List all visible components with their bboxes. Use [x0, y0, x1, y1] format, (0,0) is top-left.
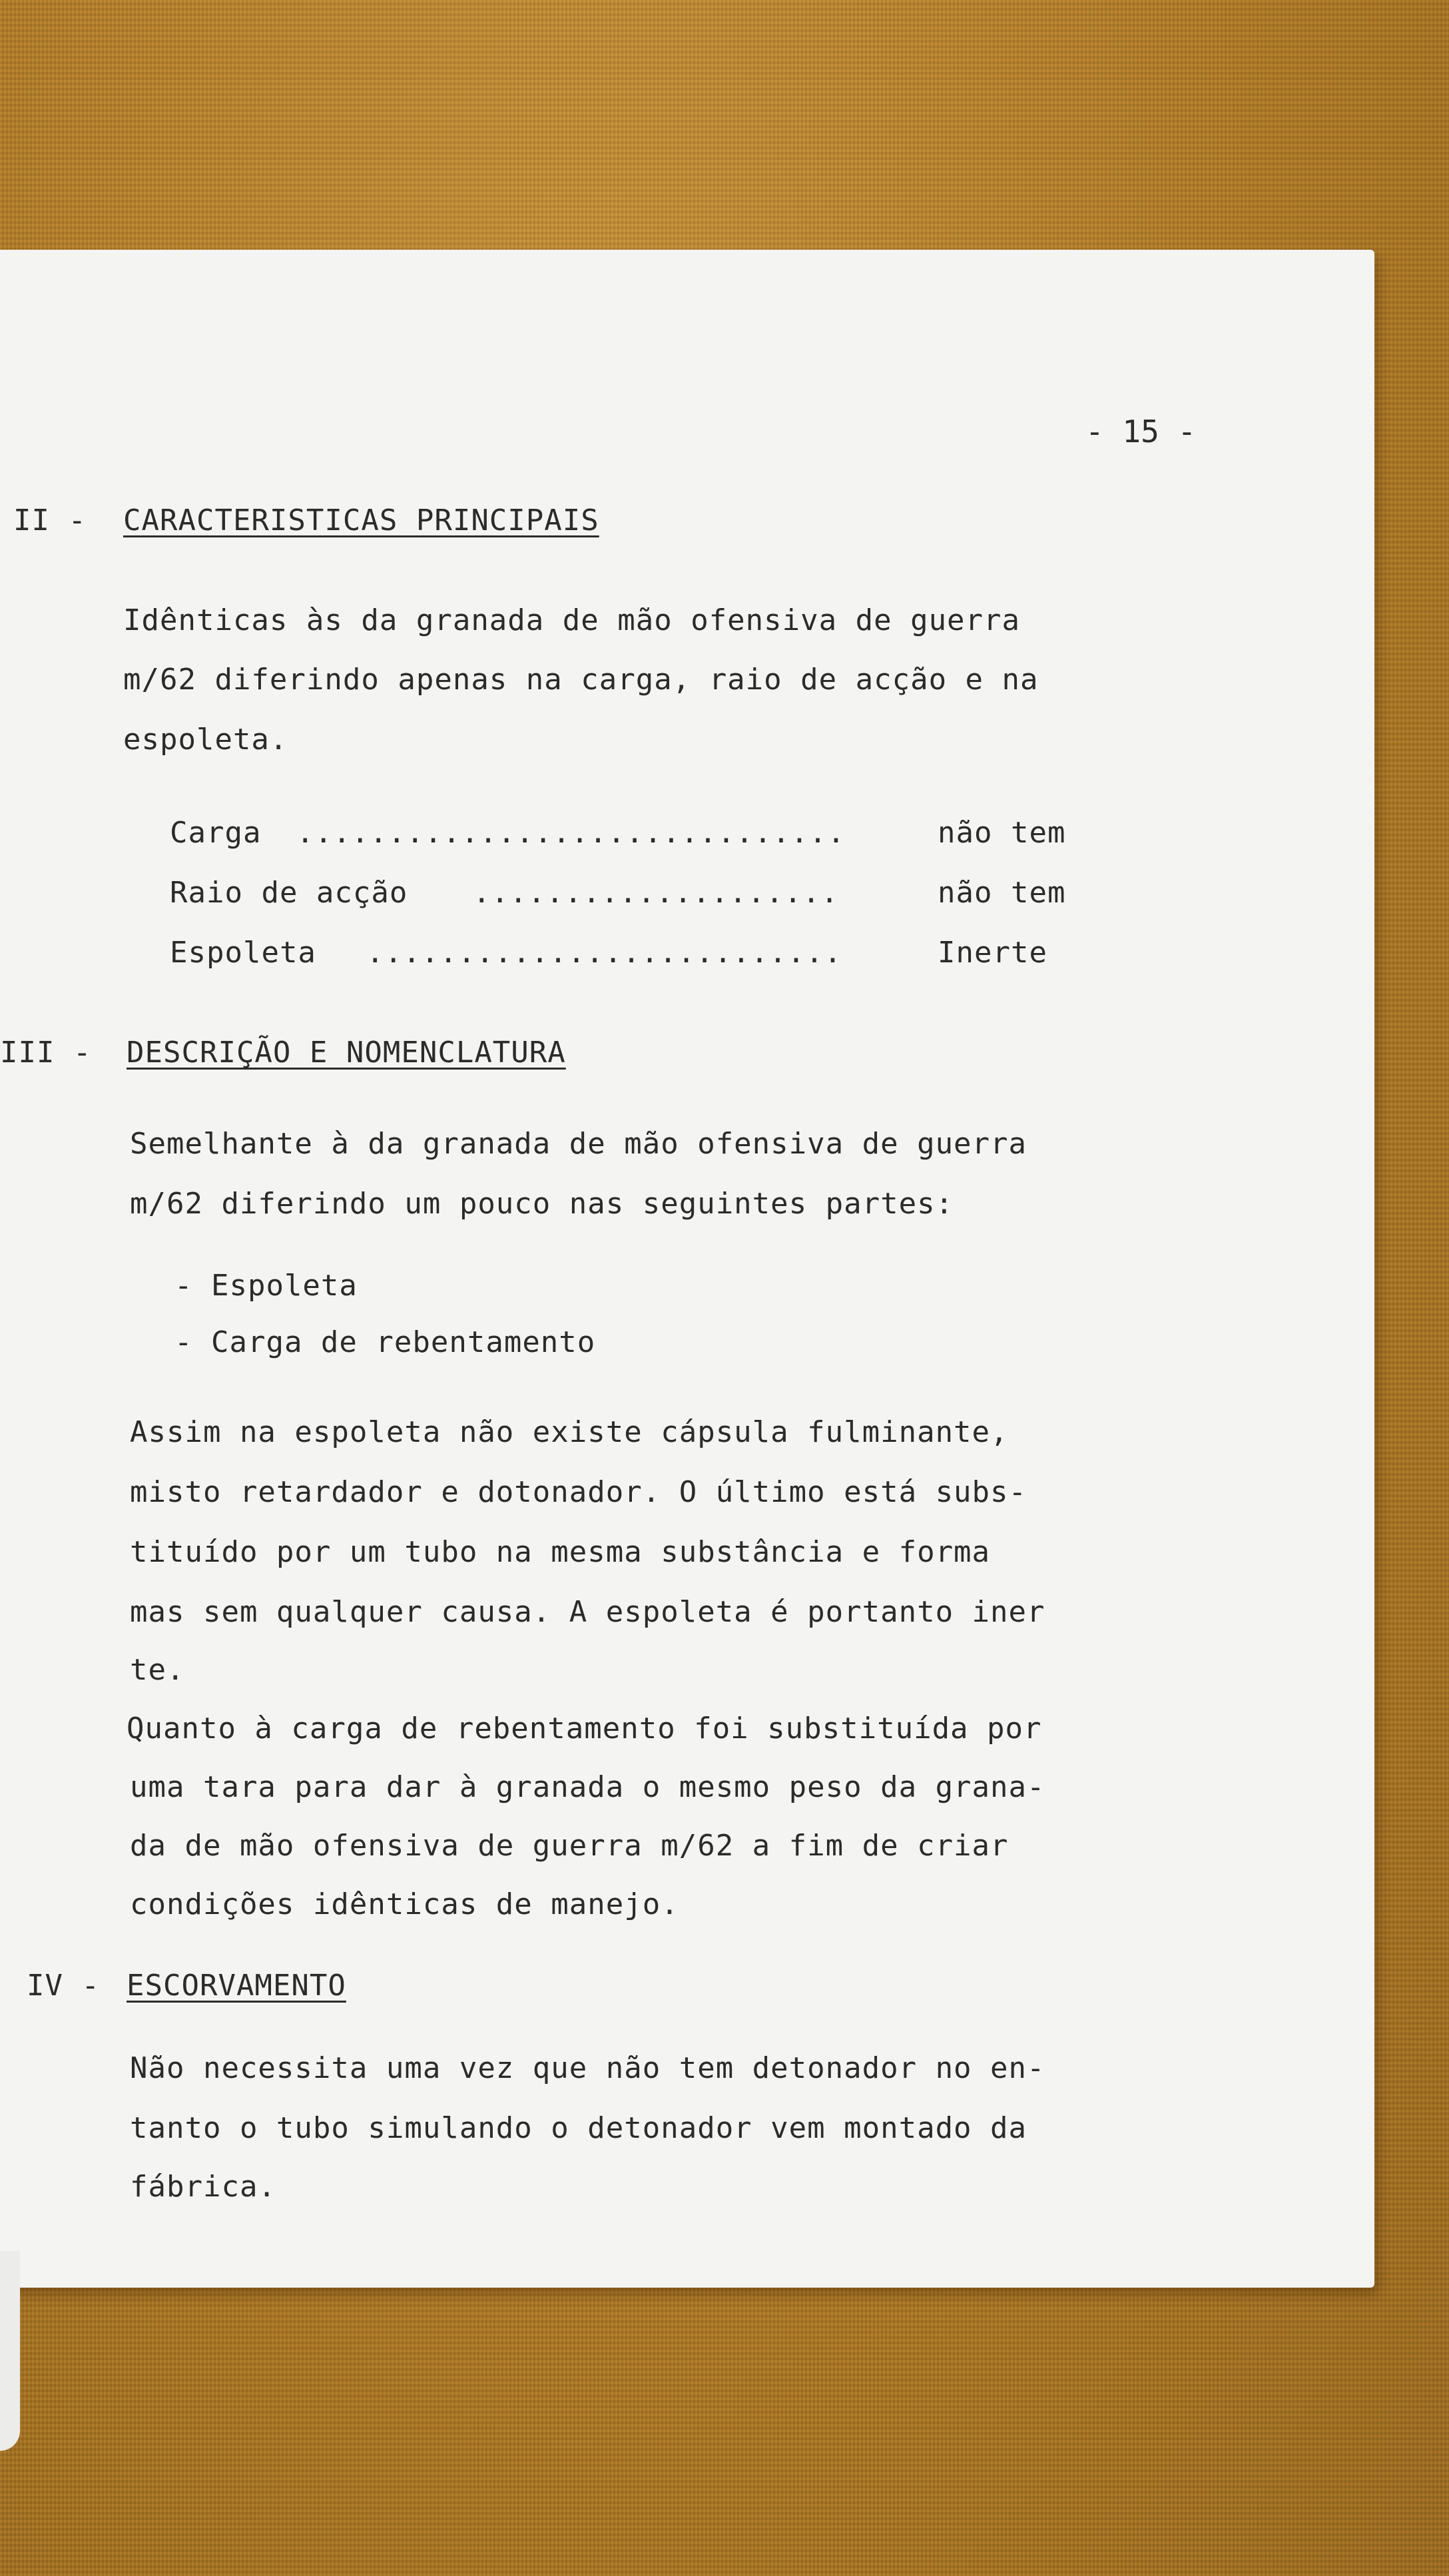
section-4-numeral: IV -: [27, 1969, 100, 2003]
section-3-para-line: da de mão ofensiva de guerra m/62 a fim de criar: [130, 1829, 1009, 1863]
section-2-para-line: espoleta.: [123, 723, 288, 757]
list-item: - Carga de rebentamento: [174, 1325, 596, 1359]
spec-value: Inerte: [938, 936, 1047, 970]
section-3-para-line: m/62 diferindo um pouco nas seguintes partes:: [130, 1187, 954, 1221]
section-3-heading: DESCRIÇÃO E NOMENCLATURA: [127, 1036, 566, 1070]
spec-label: Carga: [170, 816, 262, 850]
section-2-numeral: II -: [13, 503, 87, 537]
page-number: - 15 -: [1085, 414, 1197, 450]
spec-label: Espoleta: [170, 936, 316, 970]
spec-value: não tem: [938, 876, 1066, 910]
list-item: - Espoleta: [174, 1269, 358, 1303]
section-2-heading: CARACTERISTICAS PRINCIPAIS: [123, 503, 599, 537]
section-4-para-line: fábrica.: [130, 2170, 276, 2204]
section-3-para-line: mas sem qualquer causa. A espoleta é portanto iner: [130, 1595, 1045, 1629]
section-4-heading: ESCORVAMENTO: [127, 1969, 346, 2003]
section-4-para-line: Não necessita uma vez que não tem detonador no en-: [130, 2051, 1045, 2085]
spec-value: não tem: [938, 816, 1066, 850]
spec-dots: ....................: [473, 876, 839, 910]
section-2-para-line: Idênticas às da granada de mão ofensiva de guerra: [123, 603, 1021, 637]
spec-dots: ..........................: [366, 936, 842, 970]
section-3-para-line: Assim na espoleta não existe cápsula fulminante,: [130, 1415, 1009, 1449]
section-3-numeral: III -: [0, 1036, 92, 1070]
section-3-para-line: Quanto à carga de rebentamento foi substituída por: [127, 1712, 1042, 1746]
page-edge: [0, 2251, 20, 2451]
section-3-para-line: uma tara para dar à granada o mesmo peso da grana-: [130, 1770, 1045, 1804]
section-3-para-line: Semelhante à da granada de mão ofensiva de guerra: [130, 1127, 1027, 1161]
section-4-para-line: tanto o tubo simulando o detonador vem montado da: [130, 2111, 1027, 2145]
section-3-para-line: tituído por um tubo na mesma substância e forma: [130, 1535, 991, 1569]
section-3-para-line: misto retardador e dotonador. O último está subs-: [130, 1475, 1027, 1509]
spec-label: Raio de acção: [170, 876, 408, 910]
section-3-para-line: condições idênticas de manejo.: [130, 1887, 679, 1921]
section-2-para-line: m/62 diferindo apenas na carga, raio de acção e na: [123, 663, 1039, 697]
section-3-para-line: te.: [130, 1653, 185, 1687]
spec-dots: ..............................: [296, 816, 846, 850]
